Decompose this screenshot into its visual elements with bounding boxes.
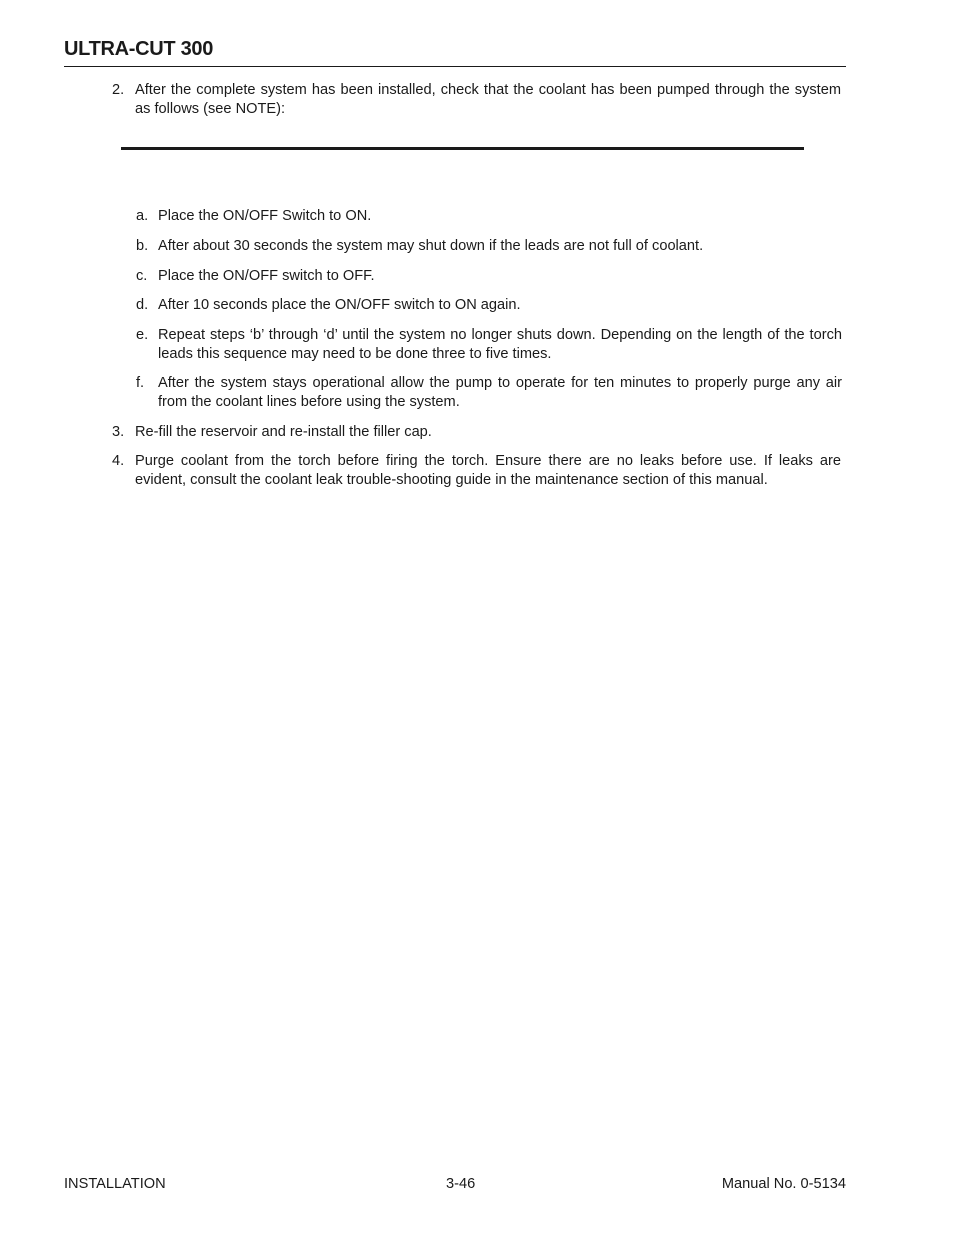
- header-divider: [64, 66, 846, 67]
- step-text: Re-fill the reservoir and re-install the filler cap.: [135, 424, 432, 440]
- substep-letter: e.: [136, 327, 149, 343]
- note-divider: [121, 147, 804, 150]
- footer-section: INSTALLATION: [64, 1176, 166, 1192]
- step-number: 3.: [112, 424, 125, 440]
- footer-manual-number: Manual No. 0-5134: [721, 1176, 846, 1192]
- step-number: 2.: [112, 82, 125, 98]
- substep-text: Place the ON/OFF switch to OFF.: [158, 268, 375, 284]
- substep-text: After the system stays operational allow the pump to operate for ten minutes to properly purge any air from the coolant lines before using the system.: [158, 375, 842, 410]
- substep-letter: a.: [136, 208, 149, 224]
- substep-text: Place the ON/OFF Switch to ON.: [158, 208, 372, 224]
- substep-text: After 10 seconds place the ON/OFF switch to ON again.: [158, 297, 521, 313]
- substep-letter: b.: [136, 238, 149, 254]
- substep-letter: d.: [136, 297, 149, 313]
- substep-letter: f.: [136, 375, 145, 391]
- substep-text: Repeat steps ‘b’ through ‘d’ until the system no longer shuts down. Depending on the length of the torch leads this sequence may need to be done three to five times.: [158, 327, 842, 362]
- step-text: After the complete system has been installed, check that the coolant has been pumped through the system as follows (see NOTE):: [135, 82, 841, 117]
- substep-text: After about 30 seconds the system may shut down if the leads are not full of coolant.: [158, 238, 704, 254]
- footer-page-number: 3-46: [446, 1176, 476, 1192]
- step-text: Purge coolant from the torch before firing the torch. Ensure there are no leaks before use. If leaks are evident, consult the coolant leak trouble-shooting guide in the maintenance section of this manual.: [135, 453, 841, 488]
- substep-letter: c.: [136, 268, 148, 284]
- page-header-title: ULTRA-CUT 300: [64, 38, 214, 60]
- step-number: 4.: [112, 453, 125, 469]
